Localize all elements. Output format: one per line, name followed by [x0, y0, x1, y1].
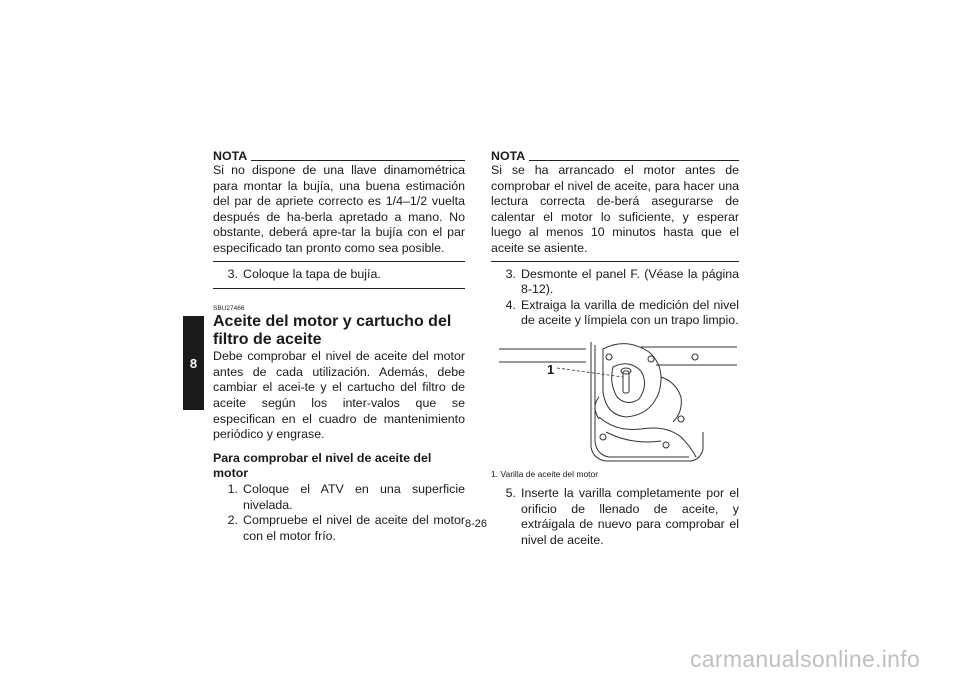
step-number: 1. — [227, 481, 238, 496]
step-number: 3. — [505, 266, 516, 281]
step-number: 5. — [505, 485, 516, 500]
step-text: Coloque la tapa de bujía. — [243, 266, 381, 281]
step-number: 3. — [227, 266, 238, 281]
figure-caption: 1. Varilla de aceite del motor — [491, 468, 599, 479]
watermark: carmanualsonline.info — [690, 646, 921, 672]
step-text: Compruebe el nivel de aceite del motor con el motor frío. — [243, 513, 465, 543]
nota-end-rule — [491, 261, 739, 262]
nota-header — [213, 150, 465, 163]
section-intro: Debe comprobar el nivel de aceite del motor antes de cada utilización. Además, debe cambiar el acei-te y el cartucho del filtro de aceite según los inter-valos que se especifican en el cuadro de mantenimiento periódico y engrase. — [213, 349, 465, 442]
figure-callout: 1 — [547, 361, 555, 377]
nota-end-rule — [213, 261, 465, 262]
engine-figure — [491, 337, 739, 467]
step-list — [213, 267, 465, 283]
list-item — [213, 513, 465, 544]
engine-illustration — [491, 337, 739, 467]
step-text: Coloque el ATV en una superficie nivelada. — [243, 481, 465, 512]
chapter-number: 8 — [189, 355, 198, 371]
step-list — [213, 482, 465, 544]
list-item — [213, 482, 465, 513]
nota-text: Si no dispone de una llave dinamométrica para montar la bujía, una buena estimación del par de apriete correcto es 1/4–1/2 vuelta después de ha-berla apretado a mano. No obstante, deberá apre-tar la bujía con el par especificado tan pronto como sea posible. — [213, 163, 465, 255]
chapter-tab — [183, 316, 204, 410]
step-text: Extraiga la varilla de medición del nivel de aceite y límpiela con un trapo limpio. — [521, 297, 739, 328]
list-item — [213, 267, 465, 283]
step-list — [491, 267, 739, 329]
step-text: Desmonte el panel F. (Véase la página 8-12). — [521, 266, 739, 297]
list-item — [491, 486, 739, 548]
nota-text: Si se ha arrancado el motor antes de comprobar el nivel de aceite, para hacer una lectura correcta de-berá asegurarse de calentar el motor lo suficiente, y esperar luego al menos 10 minutos hasta que el aceite se asiente. — [491, 163, 739, 255]
step-text: Inserte la varilla completamente por el orificio de llenado de aceite, y extráigala de nuevo para comprobar el nivel de aceite. — [521, 485, 739, 547]
list-item — [491, 267, 739, 298]
list-item — [491, 298, 739, 329]
right-column — [491, 150, 739, 548]
nota-label: NOTA — [491, 149, 526, 163]
nota-header — [491, 150, 739, 163]
nota-rule — [251, 160, 465, 161]
subheading: Para comprobar el nivel de aceite del motor — [213, 450, 432, 481]
page-number: 8-26 — [465, 518, 488, 530]
step-number: 2. — [227, 513, 238, 528]
left-column — [213, 150, 465, 544]
nota-rule — [529, 160, 739, 161]
section-heading: Aceite del motor y cartucho del filtro de aceite — [213, 313, 452, 349]
step-number: 4. — [505, 297, 516, 312]
nota-label: NOTA — [213, 149, 248, 163]
section-code: SBU27466 — [213, 305, 245, 313]
step-list — [491, 486, 739, 548]
section-rule — [213, 288, 465, 289]
